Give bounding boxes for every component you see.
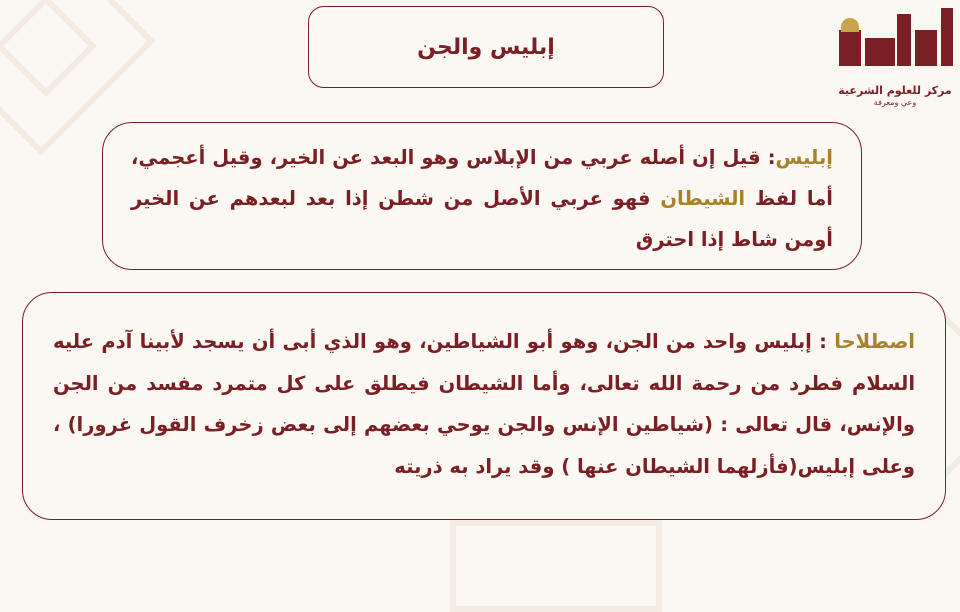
logo [834,4,956,112]
logo-mark [835,4,955,70]
term-iblis: إبليس [775,146,833,169]
logo-tagline: مركز للعلوم الشرعية [838,84,952,97]
background-ornament [450,520,662,612]
definition-text-b: فهو عربي الأصل من شطن إذا بعد لبعدهم عن الخير أومن شاط إذا احترق [131,187,833,251]
definition-card-linguistic [102,122,862,270]
term-separator: : [760,146,776,169]
dome-icon [841,18,859,32]
title-box [308,6,664,88]
slide-title: إبليس والجن [417,34,555,60]
technical-definition-text: : إبليس واحد من الجن، وهو أبو الشياطين، وهو الذي أبى أن يسجد لأبينا آدم عليه السلام فطرد من رحمة الله تعالى، وأما الشيطان فيطلق على كل متمرد مفسد من الجن والإنس، قال تعالى : (شياطين الإنس والجن يوحي بعضهم إلى بعض زخرف القول غرورا) ، وعلى إبليس(فأزلهما الشيطان عنها ) وقد يراد به ذريته [53,330,915,478]
term-shaytan: الشيطان [660,187,746,210]
logo-subtagline: وعي ومعرفة [873,98,917,107]
term-technical: اصطلاحا [834,330,915,353]
definition-text-a: قيل إن أصله عربي من الإبلاس وهو البعد عن الخير، وقيل أعجمي، أما لفظ [131,146,833,210]
definition-card-technical [22,292,946,520]
